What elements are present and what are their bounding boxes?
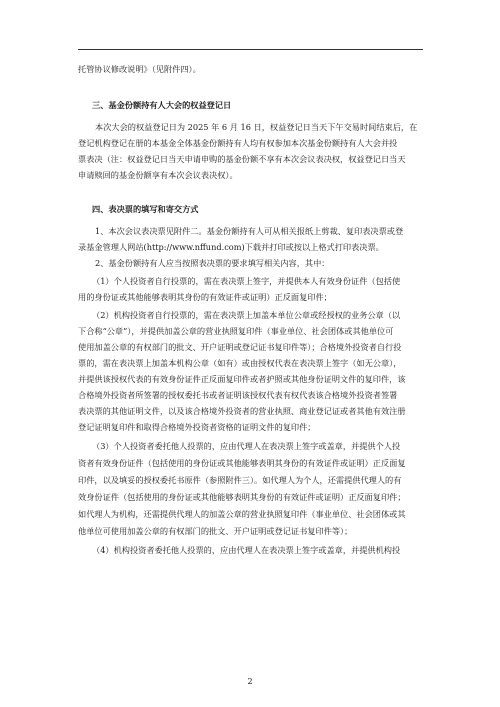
text-line: （4）机构投资者委托他人投票的，应由代理人在表决票上签字或盖章，并提供机构投 [92,545,401,555]
text-line: 登记证明复印件和取得合格境外投资者资格的证明文件的复印件； [78,422,316,432]
header-rule [78,49,423,50]
text-line: 本次大会的权益登记日为 2025 年 6 月 16 日，权益登记日当天下午交易时间结束后，在 [95,122,418,132]
text-line: 印件，以及填妥的授权委托书原件（参照附件三）。如代理人为个人，还需提供代理人的有 [78,475,402,485]
text-line: 他单位可使用加盖公章的有权部门的批文、开户证明或登记证书复印件等）； [78,526,353,536]
text-line: （3）个人投资者委托他人投票的，应由代理人在表决票上签字或盖章，并提供个人投 [92,441,401,451]
text-line: 登记机构登记在册的本基金全体基金份额持有人均有权参加本次基金份额持有人大会并投 [78,138,398,148]
text-line: 表决票的其他证明文件，以及该合格境外投资者的营业执照、商业登记证或者其他有效注册 [78,406,406,416]
text-line: 使用加盖公章的有权部门的批文、开户证明或登记证书复印件等）；合格境外投资者自行投 [78,342,402,352]
text-line: 2、基金份额持有人应当按照表决票的要求填写相关内容，其中： [95,258,330,268]
text-line: 资者有效身份证件（包括使用的身份证或其他能够表明其身份的有效证件或证明）正反面复 [78,458,406,468]
text-line: （1）个人投资者自行投票的，需在表决票上签字，并提供本人有效身份证件（包括使 [92,276,401,286]
text-line: 并提供该授权代表的有效身份证件正反面复印件或者护照或其他身份证明文件的复印件，该 [78,374,406,384]
text-line: 如代理人为机构，还需提供代理人的加盖公章的营业执照复印件（事业单位、社会团体或其 [78,509,406,519]
page-number: 2 [247,677,253,686]
text-line: 用的身份证或其他能够表明其身份的有效证件或证明）正反面复印件； [78,292,332,302]
text-line: 托管协议修改说明》（见附件四）。 [78,64,201,74]
text-line: 1、本次会议表决票见附件二。基金份额持有人可从相关报纸上剪裁、复印表决票或登 [95,226,404,236]
text-line: 申请赎回的基金份额享有本次会议表决权）。 [78,170,238,180]
text-line: 效身份证件（包括使用的身份证或其他能够表明其身份的有效证件或证明）正反面复印件； [78,492,406,502]
text-line: 票表决（注：权益登记日当天申请申购的基金份额不享有本次会议表决权，权益登记日当天 [78,154,406,164]
text-line: （2）机构投资者自行投票的，需在表决票上加盖本单位公章或经授权的业务公章（以 [92,310,401,320]
text-line: 录基金管理人网站(http://www.nffund.com)下载并打印或按以上格式打印表决票。 [78,242,384,252]
text-line: 下合称“公章”），并提供加盖公章的营业执照复印件（事业单位、社会团体或其他单位可 [78,326,394,336]
text-line: 合格境外投资者所签署的授权委托书或者证明该授权代表有权代表该合格境外投资者签署 [78,390,398,400]
section-heading: 三、基金份额持有人大会的权益登记日 [92,100,232,110]
section-heading: 四、表决票的填写和寄交方式 [92,204,199,214]
text-line: 票的，需在表决票上加盖本机构公章（如有）或由授权代表在表决票上签字（如无公章）， [78,358,402,368]
